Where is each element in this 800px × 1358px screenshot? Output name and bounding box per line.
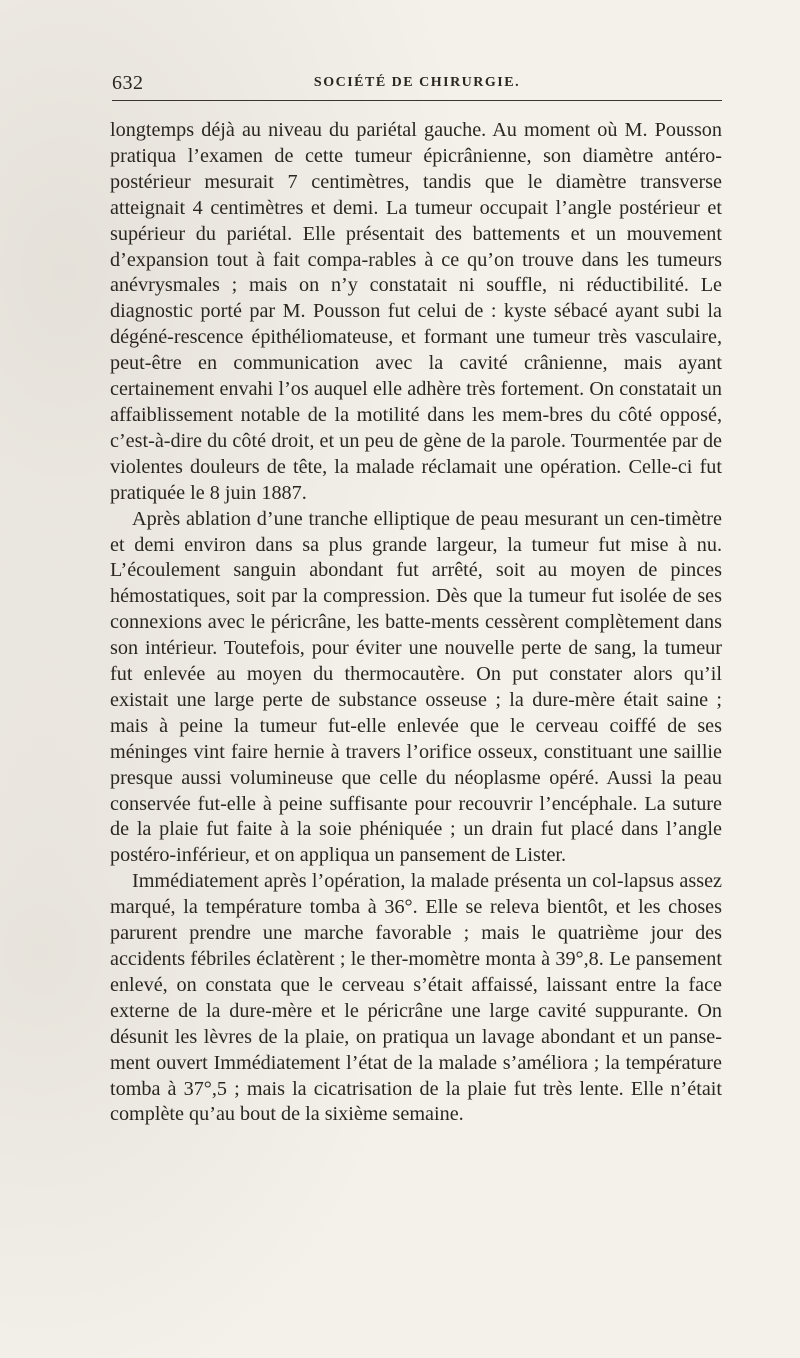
page-header (112, 72, 722, 100)
page-number: 632 (112, 72, 144, 94)
paragraph-operation: Après ablation d’une tranche elliptique de peau mesurant un cen-timètre et demi environ dans sa plus grande largeur, la tumeur fut mise à nu. L’écoulement sanguin abondant fut arrêté, soit au moyen de pinces hémostatiques, soit par la compression. Dès que la tumeur fut isolée de ses connexions avec le péricrâne, les batte-ments cessèrent complètement dans son intérieur. Toutefois, pour éviter une nouvelle perte de sang, la tumeur fut enlevée au moyen du thermocautère. On put constater alors qu’il existait une large perte de substance osseuse ; la dure-mère était saine ; mais à peine la tumeur fut-elle enlevée que le cerveau coiffé de ses méninges vint faire hernie à travers l’orifice osseux, constituant une saillie presque aussi volumineuse que celle du néoplasme opéré. Aussi la peau conservée fut-elle à peine suffisante pour recouvrir l’encéphale. La suture de la plaie fut faite à la soie phéniquée ; un drain fut placé dans l’angle postéro-inférieur, et on appliqua un pansement de Lister. (110, 507, 722, 867)
paragraph-continued: longtemps déjà au niveau du pariétal gauche. Au moment où M. Pousson pratiqua l’examen de cette tumeur épicrânienne, son diamètre antéro-postérieur mesurait 7 centimètres, tandis que le diamètre transverse atteignait 4 centimètres et demi. La tumeur occupait l’angle postérieur et supérieur du pariétal. Elle présentait des battements et un mouvement d’expansion tout à fait compa-rables à ce qu’on trouve dans les tumeurs anévrysmales ; mais on n’y constatait ni souffle, ni réductibilité. Le diagnostic porté par M. Pousson fut celui de : kyste sébacé ayant subi la dégéné-rescence épithéliomateuse, et formant une tumeur très vasculaire, peut-être en communication avec la cavité crânienne, mais ayant certainement envahi l’os auquel elle adhère très fortement. On constatait un affaiblissement notable de la motilité dans les mem-bres du côté opposé, c’est-à-dire du côté droit, et un peu de gène de la parole. Tourmentée par de violentes douleurs de tête, la malade réclamait une opération. Celle-ci fut pratiquée le 8 juin 1887. (110, 119, 722, 504)
paragraph-postoperative: Immédiatement après l’opération, la malade présenta un col-lapsus assez marqué, la température tomba à 36°. Elle se releva bientôt, et les choses parurent prendre une marche favorable ; mais le quatrième jour des accidents fébriles éclatèrent ; le ther-momètre monta à 39°,8. Le pansement enlevé, on constata que le cerveau s’était affaissé, laissant entre la face externe de la dure-mère et le péricrâne une large cavité suppurante. On désunit les lèvres de la plaie, on pratiqua un lavage abondant et un panse-ment ouvert Immédiatement l’état de la malade s’améliora ; la température tomba à 37°,5 ; mais la cicatrisation de la plaie fut très lente. Elle n’était complète qu’au bout de la sixième semaine. (110, 870, 722, 1126)
body-text (110, 118, 722, 1128)
header-rule (112, 100, 722, 101)
running-head: SOCIÉTÉ DE CHIRURGIE. (313, 75, 521, 90)
